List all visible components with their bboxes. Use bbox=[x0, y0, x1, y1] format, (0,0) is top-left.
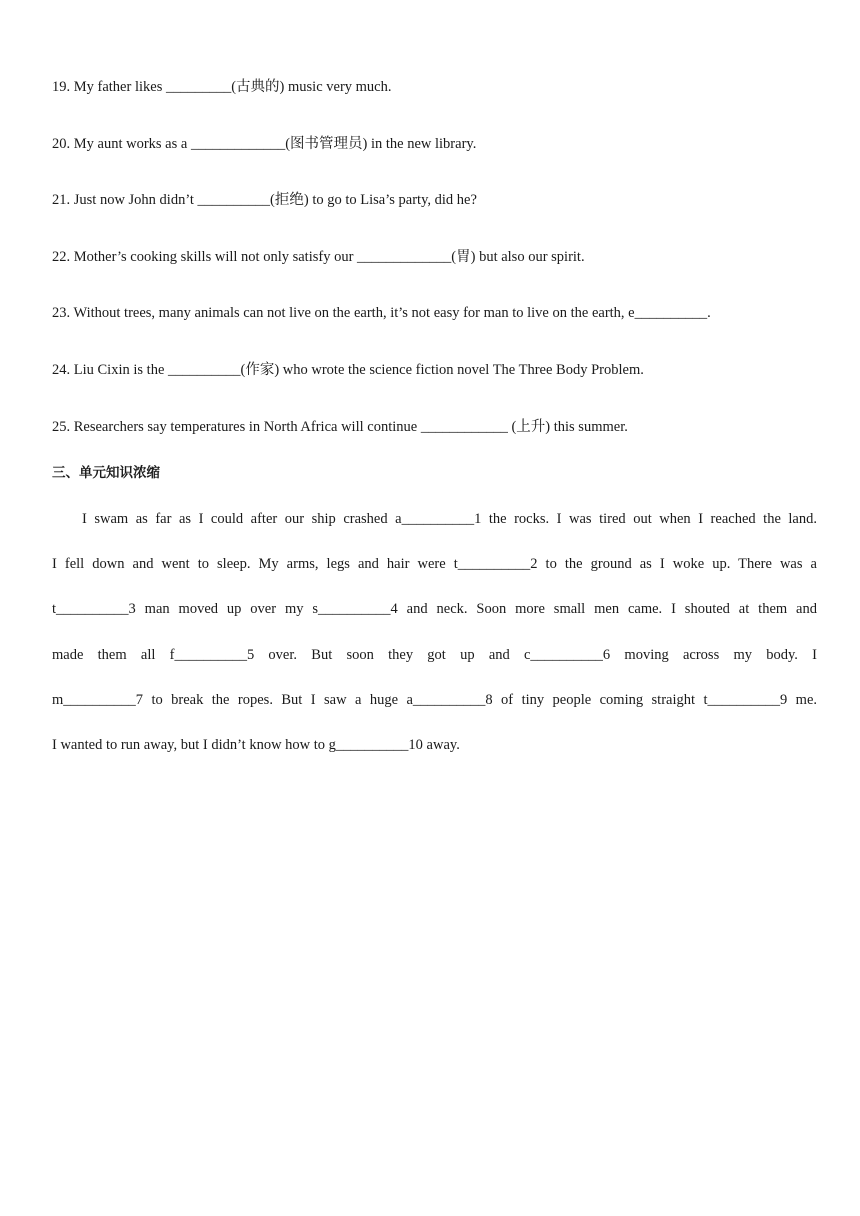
passage-line: I fell down and went to sleep. My arms, legs and hair were t__________2 to the ground as I woke up. There was a bbox=[52, 556, 817, 572]
passage-line: m__________7 to break the ropes. But I saw a huge a__________8 of tiny people coming straight t__________9 me. bbox=[52, 692, 817, 708]
passage-line: made them all f__________5 over. But soon they got up and c__________6 moving across my body. I bbox=[52, 647, 817, 663]
question-19: 19. My father likes _________(古典的) music very much. bbox=[52, 79, 392, 95]
passage-line: I swam as far as I could after our ship crashed a__________1 the rocks. I was tired out when I reached the land. bbox=[82, 511, 817, 527]
section-heading: 三、单元知识浓缩 bbox=[52, 465, 160, 481]
question-21: 21. Just now John didn’t __________(拒绝) to go to Lisa’s party, did he? bbox=[52, 192, 477, 208]
question-25: 25. Researchers say temperatures in North Africa will continue ____________ (上升) this summer. bbox=[52, 419, 628, 435]
question-22: 22. Mother’s cooking skills will not only satisfy our _____________(胃) but also our spirit. bbox=[52, 249, 585, 265]
question-23: 23. Without trees, many animals can not live on the earth, it’s not easy for man to live on the earth, e__________. bbox=[52, 305, 711, 321]
passage-line: t__________3 man moved up over my s__________4 and neck. Soon more small men came. I shouted at them and bbox=[52, 601, 817, 617]
question-24: 24. Liu Cixin is the __________(作家) who wrote the science fiction novel The Three Body Problem. bbox=[52, 362, 644, 378]
passage-line: I wanted to run away, but I didn’t know how to g__________10 away. bbox=[52, 737, 460, 753]
question-20: 20. My aunt works as a _____________(图书管理员) in the new library. bbox=[52, 136, 477, 152]
